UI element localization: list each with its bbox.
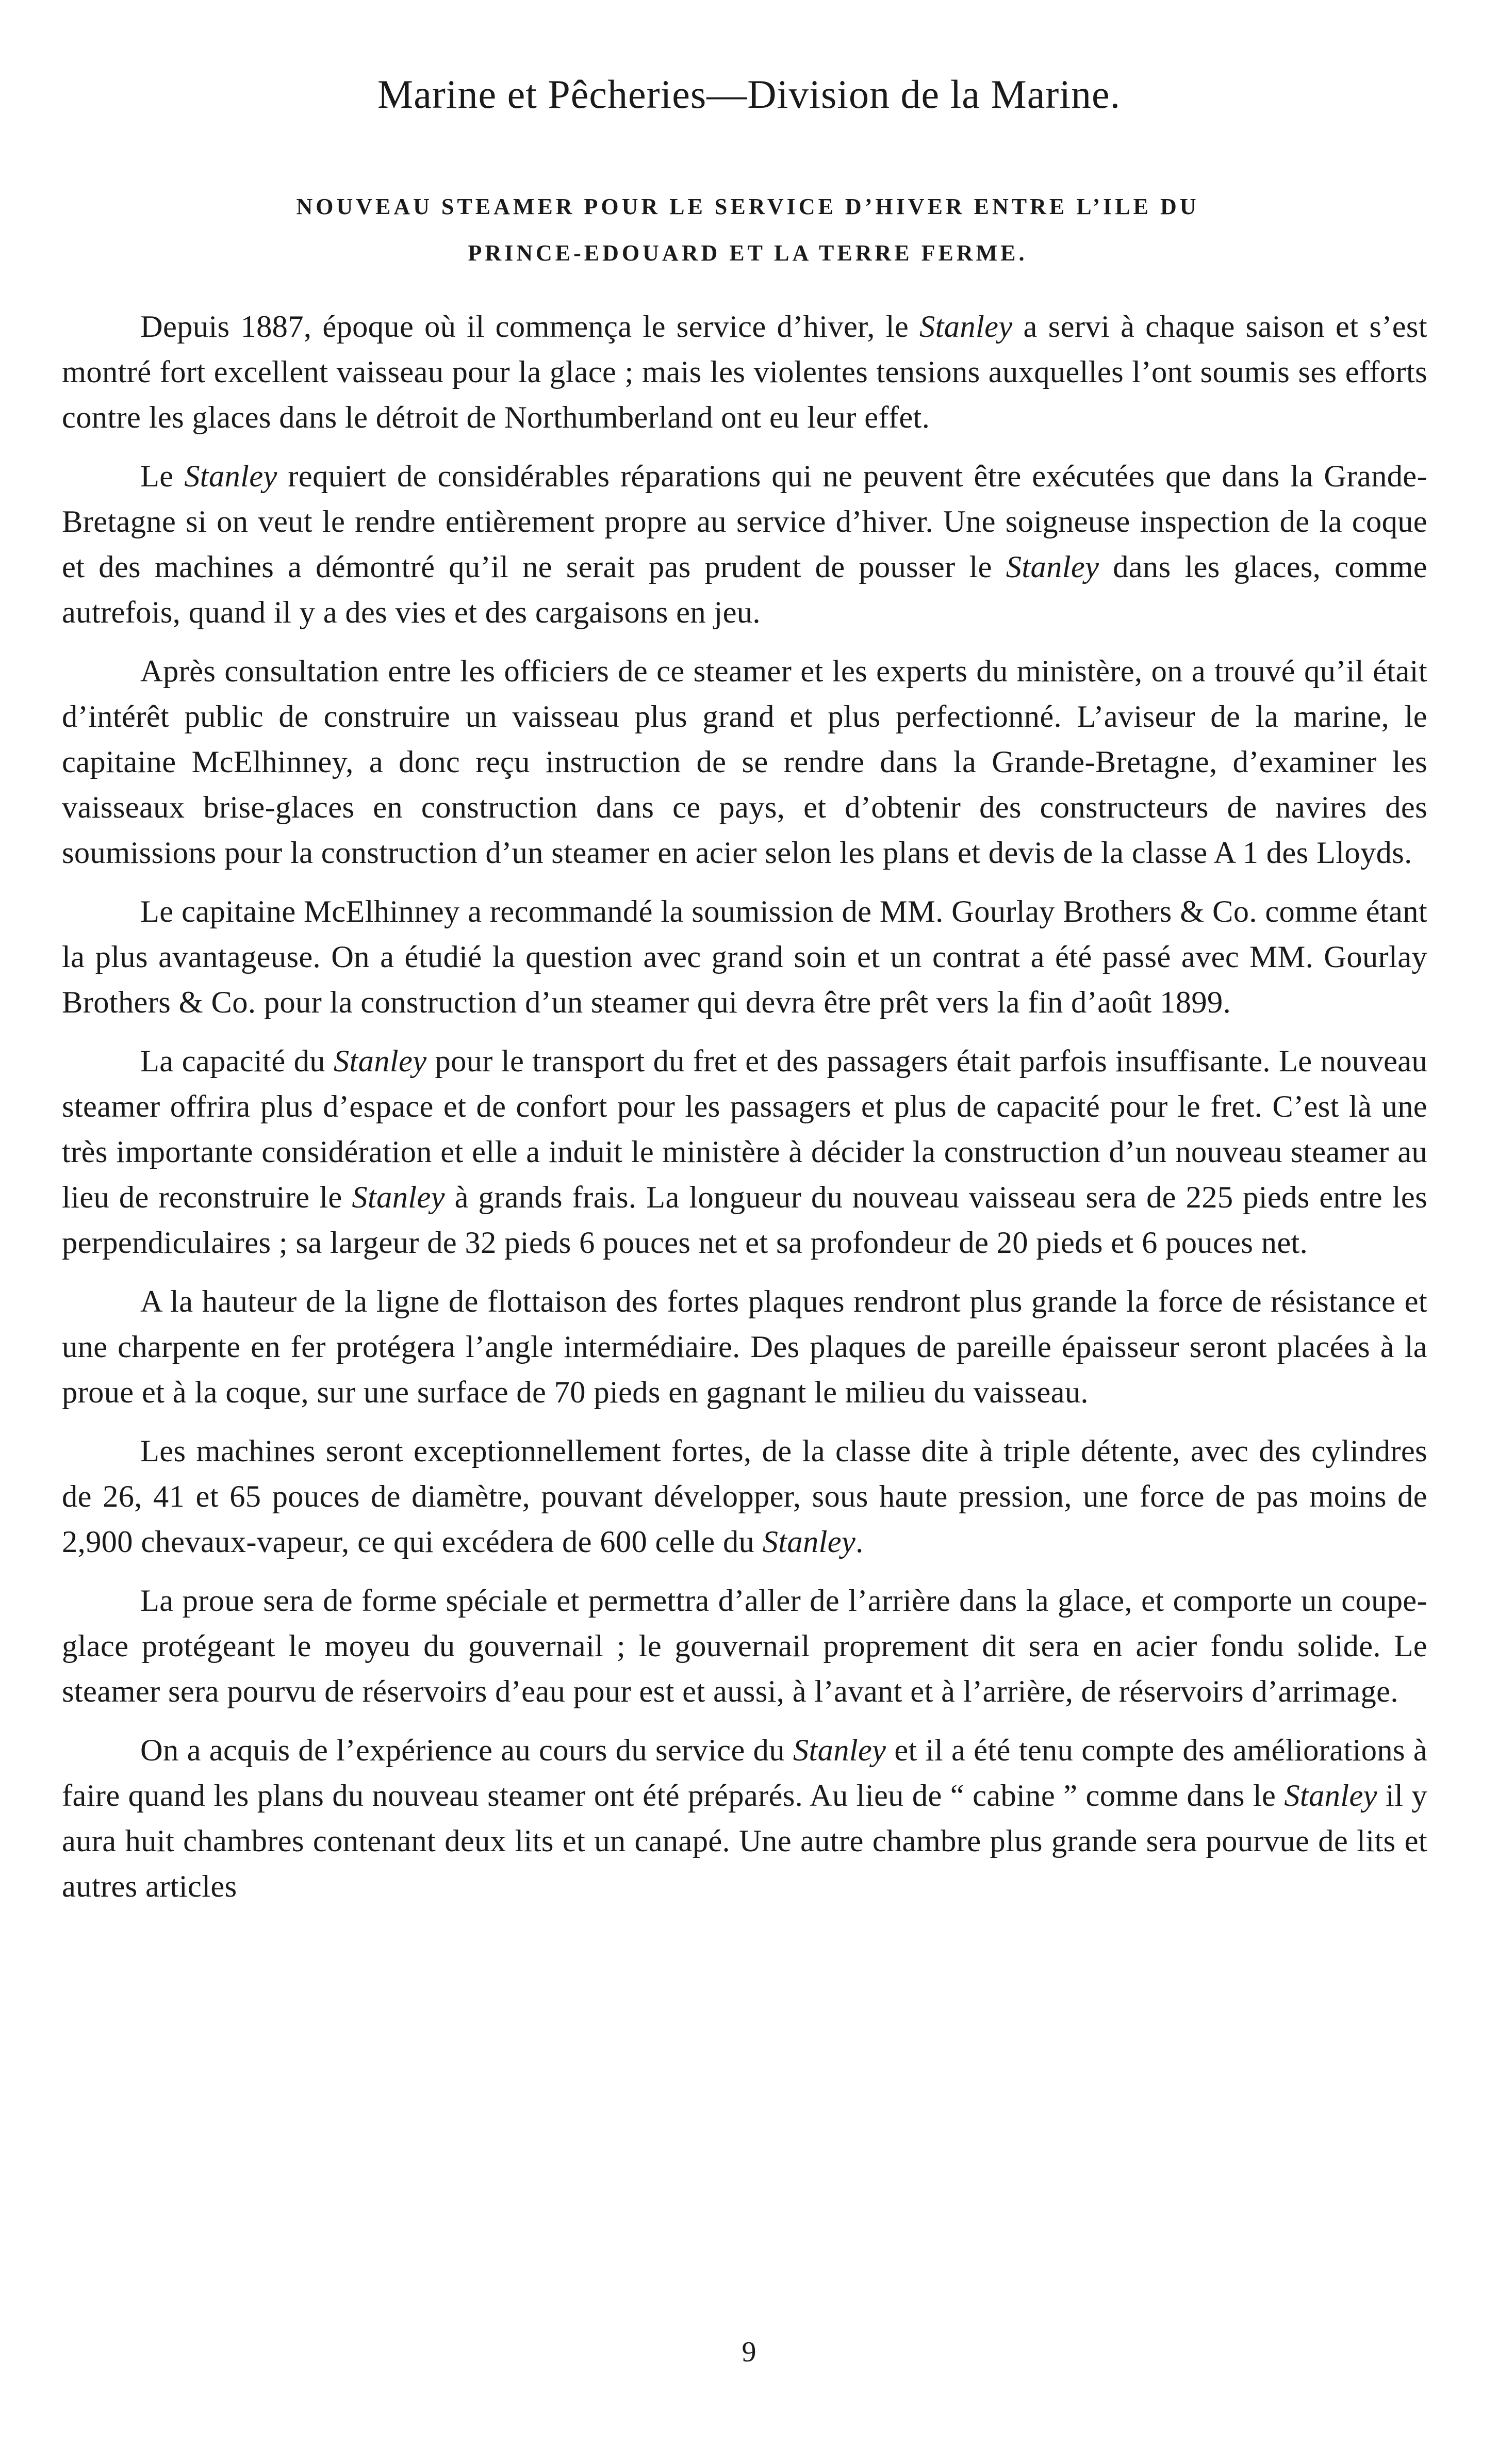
paragraph-text: Après consultation entre les officiers de ce steamer et les experts du ministère, on a trouvé qu’il était d’intérêt public de construire un vaisseau plus grand et plus perfectionné. L’aviseur de la marine, le capitaine McElhinney, a donc reçu instruction de se rendre dans la Grande-Bretagne, d’examiner les vaisseaux brise-glaces en construction dans ce pays, et d’obtenir des constructeurs de navires des soumissions pour la construction d’un steamer en acier selon les plans et devis de la classe A 1 des Lloyds. — [62, 654, 1427, 870]
italic-ship-name: Stanley — [1006, 550, 1099, 584]
paragraph — [62, 1039, 1427, 1266]
paragraph — [62, 1578, 1427, 1715]
body-text — [62, 304, 1427, 1923]
section-subtitle-line-2: PRINCE-EDOUARD ET LA TERRE FERME. — [468, 240, 1028, 266]
section-subtitle — [155, 184, 1341, 276]
paragraph-text: à grands frais. La longueur du nouveau vaisseau sera de 225 pieds entre les perpendiculaires ; sa largeur de 32 pieds 6 pouces net et sa profondeur de 20 pieds et 6 pouces net. — [62, 1180, 1427, 1260]
paragraph — [62, 304, 1427, 440]
italic-ship-name: Stanley — [352, 1180, 445, 1215]
paragraph-text: pour le transport du fret et des passagers était parfois insuffisante. Le nouveau steamer offrira plus d’espace et de confort pour les passagers et plus de capacité pour le fret. C’est là une très importante considération et elle a induit le ministère à décider la construction d’un nouveau steamer au lieu de reconstruire le — [62, 1044, 1427, 1215]
italic-ship-name: Stanley — [919, 309, 1013, 344]
paragraph-text: et il a été tenu compte des améliorations à faire quand les plans du nouveau steamer ont été préparés. Au lieu de “ cabine ” comme dans le — [62, 1733, 1428, 1813]
paragraph-text: A la hauteur de la ligne de flottaison des fortes plaques rendront plus grande la force de résistance et une charpente en fer protégera l’angle intermédiaire. Des plaques de pareille épaisseur seront placées à la proue et à la coque, sur une surface de 70 pieds en gagnant le milieu du vaisseau. — [62, 1284, 1427, 1410]
page-number: 9 — [742, 2336, 756, 2368]
paragraph-text: . — [855, 1525, 864, 1559]
italic-ship-name: Stanley — [184, 459, 277, 494]
paragraph-text: Depuis 1887, époque où il commença le service d’hiver, le — [140, 309, 920, 344]
paragraph-text: Les machines seront exceptionnellement fortes, de la classe dite à triple détente, avec des cylindres de 26, 41 et 65 pouces de diamètre, pouvant développer, sous haute pression, une force de pas moins de 2,900 chevaux-vapeur, ce qui excédera de 600 celle du — [62, 1434, 1427, 1559]
paragraph — [62, 1728, 1427, 1910]
italic-ship-name: Stanley — [793, 1733, 886, 1768]
page-header-title: Marine et Pêcheries—Division de la Marine. — [377, 72, 1121, 117]
italic-ship-name: Stanley — [333, 1044, 427, 1079]
paragraph — [62, 1429, 1427, 1565]
paragraph-text: Le capitaine McElhinney a recommandé la soumission de MM. Gourlay Brothers & Co. comme étant la plus avantageuse. On a étudié la question avec grand soin et un contrat a été passé avec MM. Gourlay Brothers & Co. pour la construction d’un steamer qui devra être prêt vers la fin d’août 1899. — [62, 894, 1427, 1020]
paragraph — [62, 889, 1427, 1025]
paragraph-text: il y aura huit chambres contenant deux lits et un canapé. Une autre chambre plus grande sera pourvue de lits et autres articles — [62, 1778, 1427, 1904]
paragraph-text: La capacité du — [140, 1044, 334, 1079]
paragraph-text: a servi à chaque saison et s’est montré fort excellent vaisseau pour la glace ; mais les violentes tensions auxquelles l’ont soumis ses efforts contre les glaces dans le détroit de Northumberland ont eu leur effet. — [62, 309, 1427, 435]
italic-ship-name: Stanley — [762, 1525, 856, 1559]
section-subtitle-line-1: NOUVEAU STEAMER POUR LE SERVICE D’HIVER ENTRE L’ILE DU — [296, 194, 1199, 219]
paragraph-text: La proue sera de forme spéciale et permettra d’aller de l’arrière dans la glace, et comporte un coupe-glace protégeant le moyeu du gouvernail ; le gouvernail proprement dit sera en acier fondu solide. Le steamer sera pourvu de réservoirs d’eau pour est et aussi, à l’avant et à l’arrière, de réservoirs d’arrimage. — [62, 1584, 1427, 1709]
paragraph-text: dans les glaces, comme autrefois, quand il y a des vies et des cargaisons en jeu. — [62, 550, 1427, 630]
paragraph — [62, 1279, 1427, 1415]
paragraph-text: requiert de considérables réparations qui ne peuvent être exécutées que dans la Grande-Bretagne si on veut le rendre entièrement propre au service d’hiver. Une soigneuse inspection de la coque et des machines a démontré qu’il ne serait pas prudent de pousser le — [62, 459, 1427, 584]
italic-ship-name: Stanley — [1284, 1778, 1377, 1813]
paragraph — [62, 454, 1427, 635]
paragraph-text: On a acquis de l’expérience au cours du service du — [140, 1733, 793, 1768]
paragraph — [62, 649, 1427, 876]
paragraph-text: Le — [140, 459, 185, 494]
